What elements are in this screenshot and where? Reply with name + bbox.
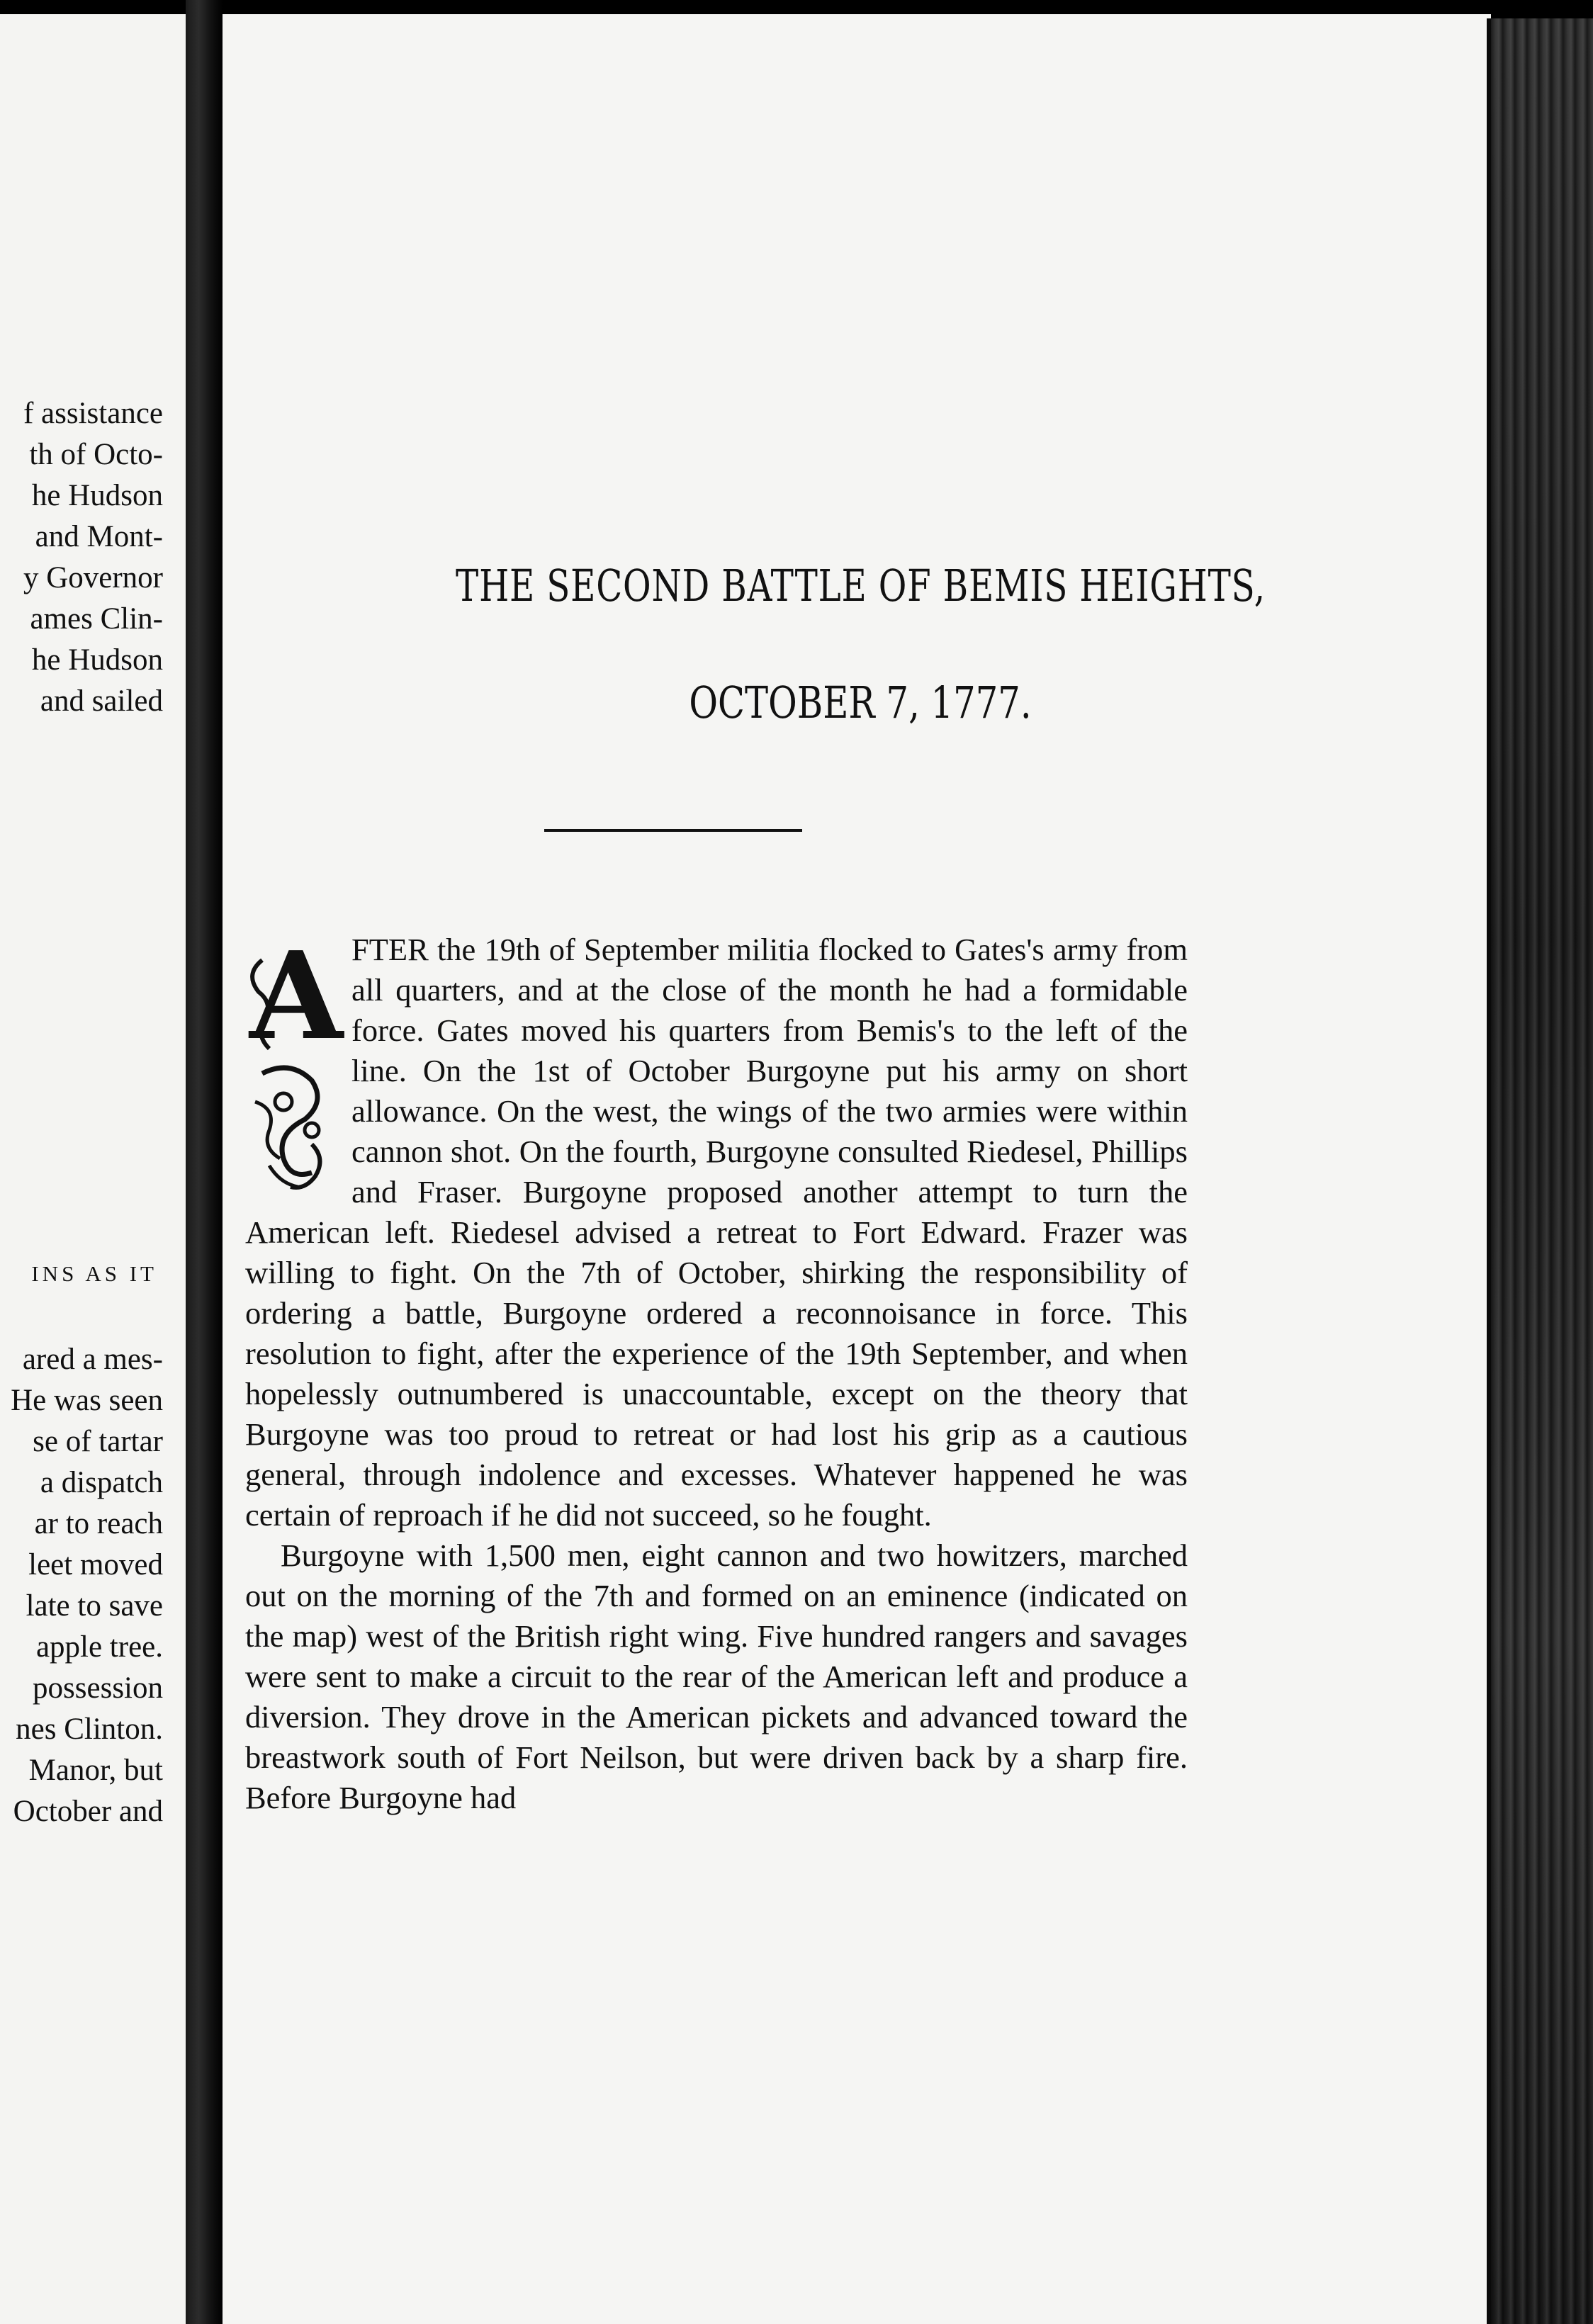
text-line: f assistance — [23, 397, 163, 430]
book-gutter — [186, 0, 223, 2324]
text-line: apple tree. — [35, 1630, 163, 1664]
page-title: THE SECOND BATTLE OF BEMIS HEIGHTS, — [456, 560, 1266, 611]
text-line: ared a mes- — [22, 1343, 163, 1376]
paragraph-1: FTER the 19th of September militia flocked to Gates's army from all quarters, and at the close of the month he had a formidable force. Gates moved his quarters from Bemis's to the left of the line. On the 1st of October Burgoyne put his army on short allowance. On the west, the wings of the two armies were within cannon shot. On the fourth, Burgoyne consulted Riedesel, Phillips and Fraser. Burgoyne proposed another attempt to turn the American left. Riedesel advised a retreat to Fort Edward. Frazer was willing to fight. On the 7th of October, shirking the responsibility of ordering a battle, Burgoyne ordered a reconnoisance in force. This resolution to fight, after the experience of the 19th September, and when hopelessly outnumbered is unaccountable, except on the theory that Burgoyne was too proud to retreat or had lost his grip as a cautious general, through indolence and excesses. Whatever happened he was certain of reproach if he did not succeed, so he fought. — [245, 932, 1188, 1533]
text-line: a dispatch — [40, 1466, 163, 1499]
text-line: y Governor — [23, 561, 163, 594]
text-line: ames Clin- — [30, 602, 163, 636]
paragraph-2: Burgoyne with 1,500 men, eight cannon and two howitzers, marched out on the morning of the 7th and formed on an eminence (indicated on the map) west of the British right wing. Five hundred rangers and savages were sent to make a circuit to the rear of the American left and produce a diversion. They drove in the American pickets and advanced toward the breastwork south of Fort Neilson, but were driven back by a sharp fire. Before Burgoyne had — [245, 1538, 1188, 1815]
facing-page-text-bottom — [0, 1339, 186, 1832]
text-line: and Mont- — [35, 520, 163, 553]
text-line: nes Clinton. — [16, 1713, 163, 1746]
drop-cap-letter: A — [249, 932, 343, 1067]
facing-page — [0, 14, 186, 2324]
article-body — [245, 930, 1188, 1818]
facing-page-text-top — [0, 393, 186, 722]
wooden-backdrop — [1491, 18, 1593, 2324]
text-line: th of Octo- — [29, 438, 163, 471]
text-line: he Hudson — [31, 643, 163, 677]
text-line: ar to reach — [34, 1507, 163, 1540]
text-line: he Hudson — [31, 479, 163, 512]
text-line: se of tartar — [33, 1425, 163, 1458]
main-page — [223, 14, 1491, 2324]
text-line: leet moved — [28, 1548, 163, 1581]
text-line: October and — [13, 1795, 163, 1828]
text-line: and sailed — [40, 684, 163, 718]
page-date: OCTOBER 7, 1777. — [689, 677, 1032, 728]
ornamental-drop-cap — [241, 932, 351, 1201]
divider-rule — [544, 829, 802, 832]
text-line: Manor, but — [28, 1754, 163, 1787]
text-line: possession — [33, 1671, 163, 1705]
text-line: late to save — [26, 1589, 163, 1623]
facing-page-heading: INS AS IT — [31, 1261, 157, 1286]
text-line: He was seen — [11, 1384, 163, 1417]
